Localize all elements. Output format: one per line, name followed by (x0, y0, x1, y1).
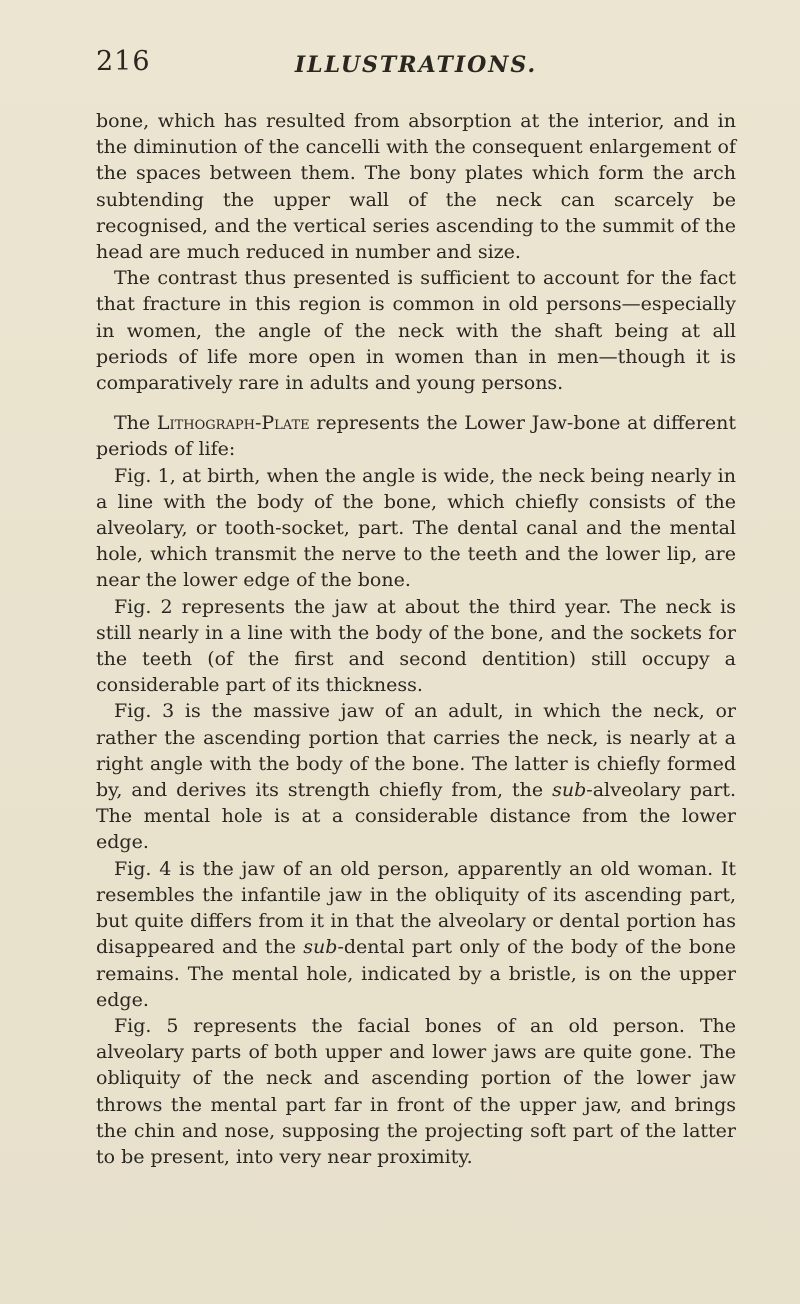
paragraph-fig-4 (96, 856, 736, 1013)
paragraph-fig-4-rest: -dental part only of the body of the bone remains. The mental hole, indicated by a bristle, is on the upper edge. (96, 936, 736, 1011)
section-gap (96, 396, 736, 410)
page-number: 216 (96, 46, 151, 77)
paragraph-fig-3-lead: Fig. 3 is the massive jaw of an adult, in which the neck, or rather the ascending portion that carries the neck, is nearly at a right angle with the body of the bone. The latter is chiefly formed by, and derives its strength chiefly from, the (96, 700, 736, 802)
paragraph-3-rest: represents the Lower Jaw-bone at different periods of life: (96, 412, 736, 461)
paragraph-fig-1: Fig. 1, at birth, when the angle is wide, the neck being nearly in a line with the body of the bone, which chiefly consists of the alveolary, or tooth-socket, part. The dental canal and the mental hole, which transmit the nerve to the teeth and the lower lip, are near the lower edge of the bone. (96, 464, 736, 592)
paragraph-fig-3-rest: -alveolary part. The mental hole is at a considerable distance from the lower edge. (96, 779, 736, 854)
paragraph-fig-5: Fig. 5 represents the facial bones of an old person. The alveolary parts of both upper and lower jaws are quite gone. The obliquity of the neck and ascending portion of the lower jaw throws the mental part far in front of the upper jaw, and brings the chin and nose, supposing the projecting soft part of the latter to be present, into very near proximity. (96, 1014, 736, 1168)
paragraph-fig-2: Fig. 2 represents the jaw at about the third year. The neck is still nearly in a line with the body of the bone, and the sockets for the teeth (of the first and second dentition) still occupy a considerable part of its thickness. (96, 595, 736, 697)
body-text (96, 108, 736, 1170)
paragraph-3 (96, 410, 736, 462)
lithograph-plate-term: Lithograph-Plate (156, 412, 310, 435)
paragraph-1: bone, which has resulted from absorption at the interior, and in the diminution of the cancelli with the consequent enlargement of the spaces between them. The bony plates which form the arch subtending the upper wall of the neck can scarcely be recognised, and the vertical series ascending to the summit of the head are much reduced in number and size. (96, 110, 736, 264)
sub-prefix-italic: sub (303, 936, 338, 959)
paragraph-fig-4-lead: Fig. 4 is the jaw of an old person, apparently an old woman. It resembles the infantile jaw in the obliquity of its ascending part, but quite differs from it in that the alveolary or dental portion has disappeared and the (96, 857, 736, 959)
paragraph-2: The contrast thus presented is sufficient to account for the fact that fracture in this region is common in old persons—especially in women, the angle of the neck with the shaft being at all periods of life more open in women than in men—though it is comparatively rare in adults and young persons. (96, 267, 736, 395)
paragraph-fig-3 (96, 698, 736, 855)
paragraph-3-lead: The (114, 412, 157, 435)
sub-prefix-italic: sub (552, 779, 587, 802)
running-title: ILLUSTRATIONS. (294, 52, 538, 78)
running-head (96, 48, 736, 96)
